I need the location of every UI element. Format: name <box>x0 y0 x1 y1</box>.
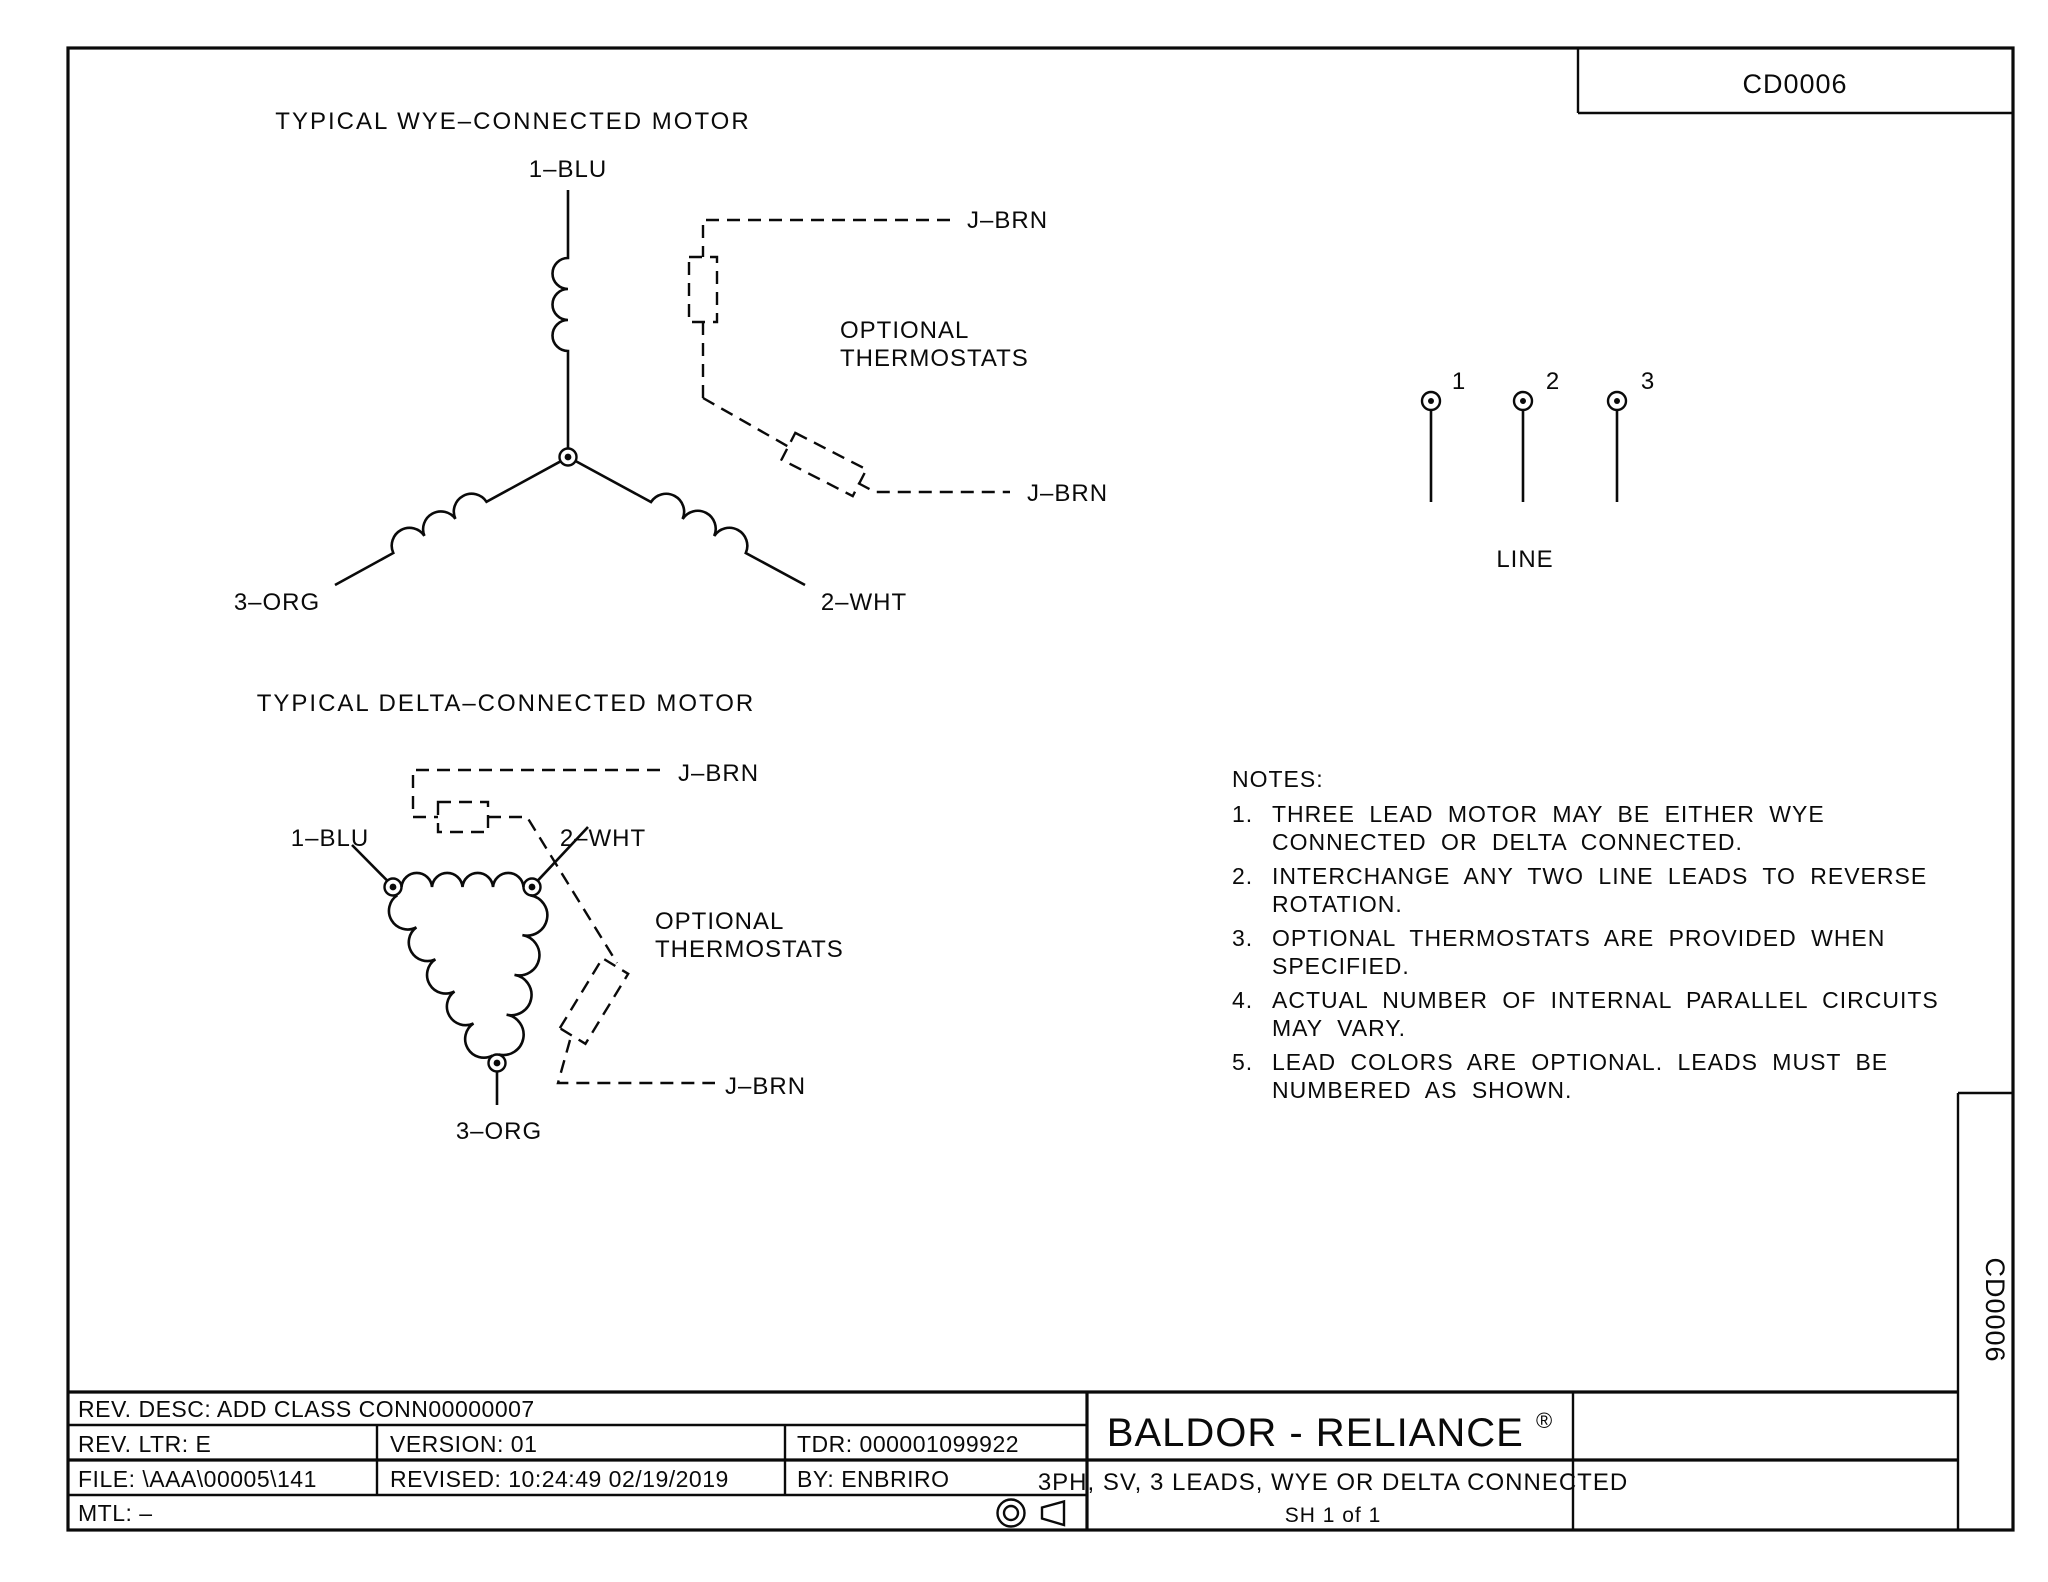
delta-junction-bottom <box>489 1055 506 1072</box>
doc-number-side: CD0006 <box>1980 1257 2010 1363</box>
sheet-number: SH 1 of 1 <box>1284 1504 1382 1527</box>
wye-diagram <box>234 108 1108 616</box>
delta-winding-top <box>402 873 524 887</box>
delta-junction-left <box>385 879 402 896</box>
wye-jlead-top-label: J–BRN <box>967 207 1049 234</box>
file-field: FILE: \AAA\00005\141 <box>78 1466 317 1492</box>
delta-thermostat-label-line2: THERMOSTATS <box>655 936 844 963</box>
line-terminals-group <box>1422 368 1655 573</box>
title-block <box>68 1392 1958 1530</box>
wye-winding-left <box>335 461 561 585</box>
note-5-num: 5. <box>1232 1049 1254 1075</box>
doc-number-strip <box>1958 1093 2013 1530</box>
wye-lead3-label: 3–ORG <box>233 589 321 616</box>
delta-lead3-label: 3–ORG <box>455 1118 543 1145</box>
wye-thermostat-label-line2: THERMOSTATS <box>840 345 1029 372</box>
delta-lead1-label: 1–BLU <box>290 825 370 852</box>
line-terminal-1-label: 1 <box>1451 368 1467 395</box>
wye-winding-top <box>553 190 569 448</box>
delta-thermostat-label-line1: OPTIONAL <box>655 908 785 935</box>
delta-junction-right <box>524 879 541 896</box>
notes-section <box>1232 766 1939 1103</box>
delta-lead2-label: 2–WHT <box>559 825 647 852</box>
note-4-num: 4. <box>1232 987 1254 1013</box>
line-terminal-2-label: 2 <box>1545 368 1561 395</box>
wye-winding-right <box>576 461 806 585</box>
tdr-field: TDR: 000001099922 <box>797 1431 1020 1457</box>
rev-ltr-field: REV. LTR: E <box>78 1431 212 1457</box>
wye-thermostat-label-line1: OPTIONAL <box>840 317 970 344</box>
note-5-line2: NUMBERED AS SHOWN. <box>1272 1077 1573 1103</box>
projection-circle-icon <box>998 1500 1025 1527</box>
line-terminal-2 <box>1514 368 1560 502</box>
wye-junction <box>560 449 577 466</box>
doc-number-top: CD0006 <box>1742 69 1848 99</box>
brand-name: BALDOR - RELIANCE <box>1106 1411 1524 1455</box>
delta-diagram <box>257 690 844 1145</box>
registered-mark: ® <box>1536 1408 1554 1433</box>
line-terminal-3 <box>1608 368 1655 502</box>
wye-lead1-label: 1–BLU <box>528 156 608 183</box>
note-1-num: 1. <box>1232 801 1254 827</box>
projection-cone-icon <box>1042 1502 1064 1526</box>
note-4-line2: MAY VARY. <box>1272 1015 1407 1041</box>
delta-title: TYPICAL DELTA–CONNECTED MOTOR <box>256 690 756 717</box>
note-3-num: 3. <box>1232 925 1254 951</box>
note-1-line1: THREE LEAD MOTOR MAY BE EITHER WYE <box>1272 801 1825 827</box>
revised-field: REVISED: 10:24:49 02/19/2019 <box>390 1466 729 1492</box>
by-field: BY: ENBRIRO <box>797 1466 950 1492</box>
wye-title: TYPICAL WYE–CONNECTED MOTOR <box>275 108 751 135</box>
note-1-line2: CONNECTED OR DELTA CONNECTED. <box>1272 829 1743 855</box>
note-2-line1: INTERCHANGE ANY TWO LINE LEADS TO REVERSE <box>1272 863 1928 889</box>
wye-lead2-label: 2–WHT <box>820 589 908 616</box>
delta-jlead-top-label: J–BRN <box>678 760 760 787</box>
brand-title <box>1107 1408 1553 1455</box>
delta-winding-left <box>389 895 493 1057</box>
line-group-label: LINE <box>1496 546 1554 573</box>
delta-winding-right <box>499 895 548 1055</box>
doc-number-box <box>1578 48 2013 113</box>
drawing-description: 3PH, SV, 3 LEADS, WYE OR DELTA CONNECTED <box>1037 1469 1629 1496</box>
drawing-border <box>68 48 2013 1530</box>
note-2-line2: ROTATION. <box>1272 891 1403 917</box>
notes-heading: NOTES: <box>1232 766 1324 792</box>
note-2-num: 2. <box>1232 863 1254 889</box>
mtl-field: MTL: – <box>78 1500 153 1526</box>
version-field: VERSION: 01 <box>390 1431 538 1457</box>
line-terminal-1 <box>1422 368 1466 502</box>
note-4-line1: ACTUAL NUMBER OF INTERNAL PARALLEL CIRCUITS <box>1272 987 1939 1013</box>
note-3-line2: SPECIFIED. <box>1272 953 1410 979</box>
note-5-line1: LEAD COLORS ARE OPTIONAL. LEADS MUST BE <box>1272 1049 1889 1075</box>
delta-jlead-bottom-label: J–BRN <box>725 1073 807 1100</box>
rev-desc-field: REV. DESC: ADD CLASS CONN00000007 <box>78 1396 535 1422</box>
line-terminal-3-label: 3 <box>1640 368 1656 395</box>
note-3-line1: OPTIONAL THERMOSTATS ARE PROVIDED WHEN <box>1272 925 1886 951</box>
wye-jlead-bottom-label: J–BRN <box>1027 480 1109 507</box>
